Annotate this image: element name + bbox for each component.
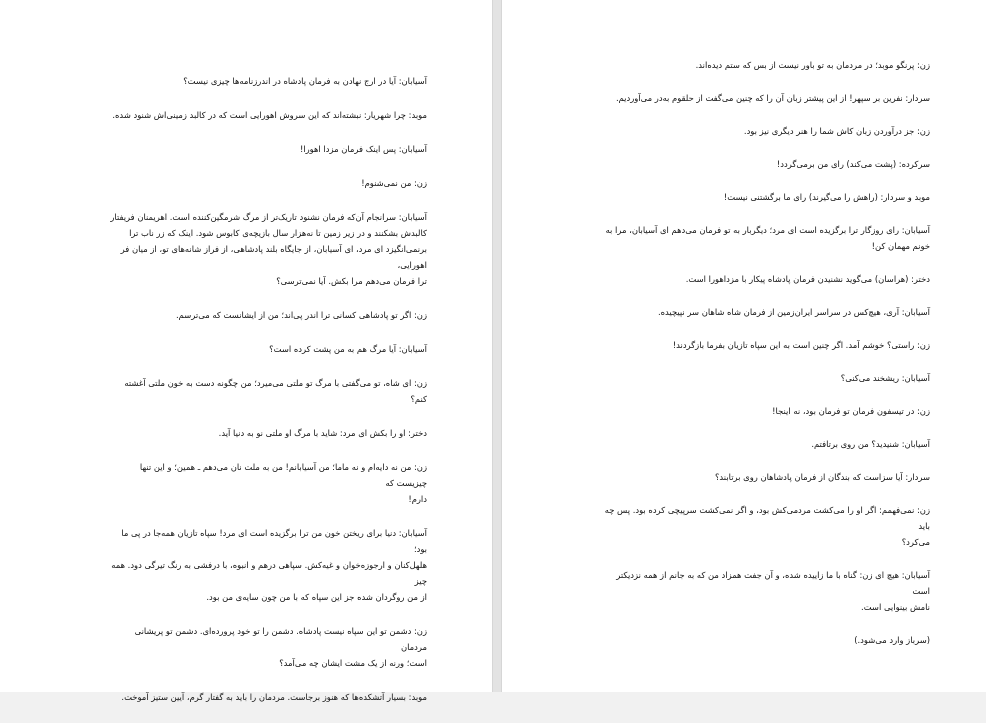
- paragraph: آسیابان: آری، هیچ‌کس در سراسر ایران‌زمین از فرمان شاه شاهان سر نپیچیده.: [657, 307, 930, 317]
- paragraph: زن: ای شاه، تو می‌گفتی با مرگ تو ملتی می‌میرد؛ من چگونه دست به خون ملتی آغشته کنم؟: [121, 378, 427, 404]
- paragraph: زن: من نمی‌شنوم!: [361, 178, 427, 188]
- left-page-text: [107, 73, 427, 723]
- paragraph: زن: در تیسفون فرمان تو فرمان بود، نه اینجا!: [772, 406, 930, 416]
- right-page-text: [603, 57, 930, 665]
- paragraph: زن: اگر تو پادشاهی کسانی ترا اندر پی‌اند؛ من از ایشانست که می‌ترسم.: [176, 310, 427, 320]
- paragraph: آسیابان: دنیا برای ریختن خون من ترا برگزیده است ای مرد! سپاه تازیان همه‌جا در پی ما بود؛ هلهل‌کنان و ارجوزه‌خوان و غیه‌کش. سپاهی درهم و انبوه، با درفشی به رنگ تیرگی دود. همه چیز از من روگردان شده جز این سپاه که با من چون سایه‌ی من بود.: [111, 528, 427, 602]
- paragraph: زن: دشمن تو این سپاه نیست پادشاه. دشمن را تو خود پرورده‌ای. دشمن تو پریشانی مردمان است؛ ورنه از یک مشت ایشان چه می‌آمد؟: [134, 626, 427, 668]
- paragraph: آسیابان: رای روزگار ترا برگزیده است ای مرد؛ دیگربار به تو فرمان می‌دهم ای آسیابان، مرا به خونم مهمان کن!: [605, 225, 930, 251]
- paragraph: دختر: او را بکش ای مرد: شاید با مرگ او ملتی نو به دنیا آید.: [218, 428, 427, 438]
- paragraph: زن: من نه دایه‌ام و نه ماما؛ من آسیابانم! من به ملت نان می‌دهم ـ همین؛ و این تنها چیزیست که دارم!: [139, 462, 427, 504]
- paragraph: آسیابان: پس اینک فرمان مزدا اهورا!: [299, 144, 427, 154]
- paragraph: زن: نمی‌فهمم: اگر او را می‌کشت مردمی‌کش بود، و اگر نمی‌کشت سرپیچی کرده بود. پس چه باید می‌کرد؟: [604, 505, 930, 547]
- paragraph: آسیابان: آیا در ارج نهادن به فرمان پادشاه در اندرزنامه‌ها چیزی نیست؟: [183, 76, 427, 86]
- paragraph: سردار: نفرین بر سپهر! از این پیشتر زبان آن را که چنین می‌گفت از حلقوم به‌در می‌آوردیم.: [615, 93, 930, 103]
- paragraph: سردار: آیا سزاست که بندگان از فرمان پادشاهان روی برتابند؟: [714, 472, 930, 482]
- paragraph: دختر: (هراسان) می‌گوید نشنیدن فرمان پادشاه پیکار با مزداهورا است.: [685, 274, 930, 284]
- page-gutter: [492, 0, 502, 692]
- paragraph: آسیابان: سرانجام آن‌که فرمان نشنود تاریک‌تر از مرگ شرمگین‌کننده است. اهریمنان فریفتار کالبدش بشکنند و در زیر زمین تا نه‌هزار سال بازیچه‌ی کابوس شود. اینک که زر ناب ترا برنمی‌انگیزد ای مرد، ای آسیابان، از جایگاه بلند پادشاهی، از فراز شانه‌های تو، از میان فر اهورایی، ترا فرمان می‌دهم مرا بکش. آیا نمی‌ترسی؟: [110, 212, 427, 286]
- paragraph: زن: پرنگو موبد؛ در مردمان به تو باور نیست از بس که ستم دیده‌اند.: [695, 60, 930, 70]
- paragraph: موبد و سردار: (راهش را می‌گیرند) رای ما برگشتنی نیست!: [723, 192, 930, 202]
- paragraph: سرکرده: (پشت می‌کند) رای من برمی‌گردد!: [776, 159, 930, 169]
- left-page: [0, 0, 492, 702]
- right-page: [502, 0, 986, 692]
- paragraph: موبد: چرا شهریار: نبشته‌اند که این سروش اهورایی است که در کالبد زمینی‌اش شنود شده.: [112, 110, 427, 120]
- paragraph: (سرباز وارد می‌شود.): [854, 635, 930, 645]
- paragraph: آسیابان: آیا مرگ هم به من پشت کرده است؟: [269, 344, 427, 354]
- paragraph: آسیابان: ریشخند می‌کنی؟: [840, 373, 930, 383]
- paragraph: زن: راستی؟ خوشم آمد. اگر چنین است به این سپاه تازیان بفرما بازگردند!: [672, 340, 930, 350]
- paragraph: آسیابان: شنیدید؟ من روی برتافتم.: [811, 439, 930, 449]
- paragraph: آسیابان: هیچ ای زن: گناه با ما زاییده شده، و آن جفت همزاد من که به جانم از همه نزدیکتر است نامش بینوایی است.: [616, 570, 930, 612]
- paragraph: موبد: بسیار آتشکده‌ها که هنوز برجاست. مردمان را باید به گفتار گرم، آیین ستیز آموخت.: [121, 692, 427, 702]
- paragraph: زن: جز درآوردن زبان کاش شما را هنر دیگری نیز بود.: [743, 126, 930, 136]
